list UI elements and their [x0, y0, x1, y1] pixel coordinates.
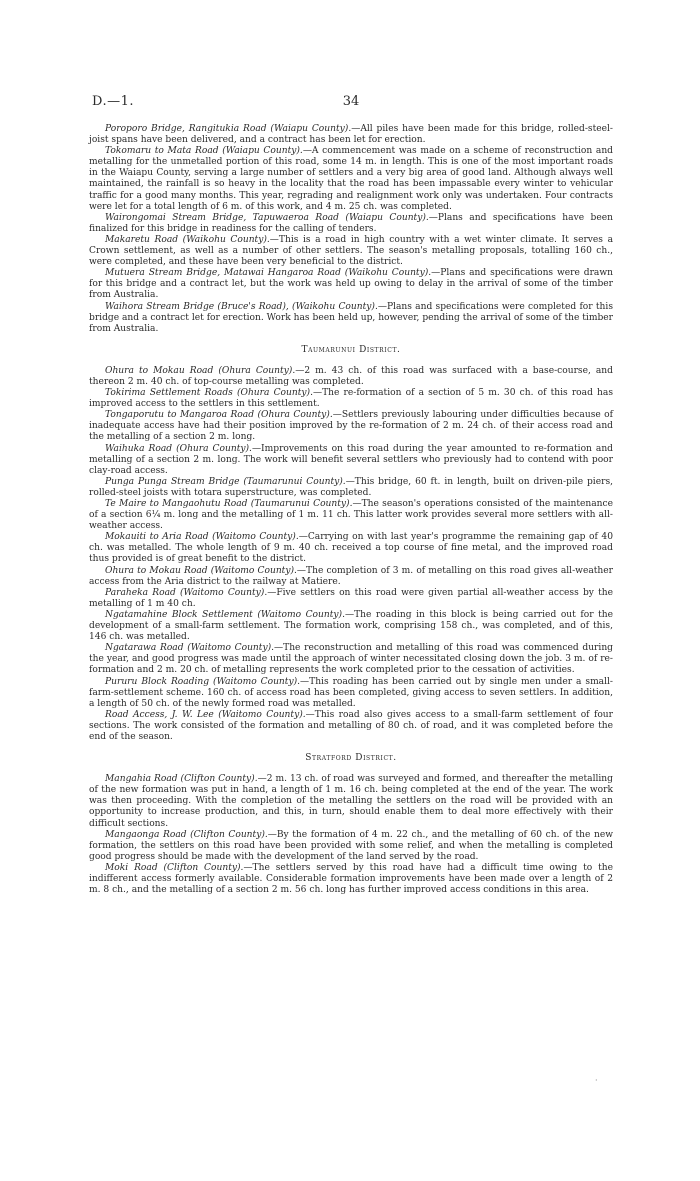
paragraph-title: Wairongomai Stream Bridge, Tapuwaeroa Road (Waiapu County).: [105, 212, 429, 223]
paragraph-text: —This roading has been carried out by single men under a small-farm-settlement scheme. 160 ch. of access road has been completed, giving access to seven settlers. In addition, a length of 50 ch. of the newly formed road was metalled.: [89, 676, 613, 709]
paragraph-title: Road Access, J. W. Lee (Waitomo County).: [105, 709, 306, 720]
page-header: [92, 94, 610, 112]
paragraph-title: Tongaporutu to Mangaroa Road (Ohura County).: [105, 410, 333, 421]
paragraph: [89, 366, 613, 388]
paragraph-text: —The settlers served by this road have had a difficult time owing to the indifferent access formerly available. Considerable formation improvements have been made over a length of 2 m. 8 ch., and the metalling of a section 2 m. 56 ch. long has further improved access conditions in this area.: [89, 862, 613, 896]
document-body: [89, 124, 613, 896]
paragraph: [89, 863, 613, 896]
paragraph-title: Poroporo Bridge, Rangitukia Road (Waiapu County).: [105, 124, 352, 134]
paragraph-text: —The season's operations consisted of the maintenance of a section 6¼ m. long and the metalling of 1 m. 11 ch. This latter work provides several more settlers with all-weather access.: [89, 499, 613, 532]
paragraph-title: Makaretu Road (Waikohu County).: [105, 234, 270, 245]
paragraph: [89, 499, 613, 532]
paragraph-title: Mangahia Road (Clifton County).: [105, 774, 258, 785]
paragraph-text: —Carrying on with last year's programme the remaining gap of 40 ch. was metalled. The whole length of 9 m. 40 ch. received a top course of fine metal, and the improved road thus provided is of great benefit to the district.: [89, 532, 613, 565]
paragraph: [89, 444, 613, 477]
paragraph-text: —This bridge, 60 ft. in length, built on driven-pile piers, rolled-steel joists with totara superstructure, was completed.: [89, 476, 613, 498]
paragraph: [89, 830, 613, 863]
paragraph: [89, 566, 613, 588]
paragraph-text: —The re-formation of a section of 5 m. 30 ch. of this road has improved access to the settlers in this settlement.: [89, 388, 613, 410]
paragraph-title: Ohura to Mokau Road (Ohura County).: [105, 365, 296, 376]
paragraph: [89, 388, 613, 410]
paragraph: [89, 677, 613, 710]
paragraph: [89, 268, 613, 301]
page-number: 34: [342, 94, 360, 109]
paragraph-text: —Five settlers on this road were given partial all-weather access by the metalling of 1 m 40 ch.: [89, 587, 613, 609]
paragraph: [89, 532, 613, 565]
paragraph-title: Paraheka Road (Waitomo County).: [105, 587, 268, 598]
paragraph-title: Waihuka Road (Ohura County).: [105, 443, 252, 454]
paragraph-text: —The completion of 3 m. of metalling on this road gives all-weather access from the Aria district to the railway at Matiere.: [89, 565, 613, 587]
paragraph: [89, 610, 613, 643]
paragraph: [89, 774, 613, 829]
paragraph-title: Moki Road (Clifton County).: [105, 862, 244, 873]
paragraph: [89, 588, 613, 610]
paragraph-text: —By the formation of 4 m. 22 ch., and the metalling of 60 ch. of the new formation, the settlers on this road have been provided with some relief, and when the metalling is completed good progress should be made with the development of the land served by the road.: [89, 829, 613, 862]
paragraph-title: Tokomaru to Mata Road (Waiapu County).: [105, 146, 303, 157]
paragraph: [89, 124, 613, 146]
paragraph-text: —Plans and specifications have been finalized for this bridge in readiness for the calling of tenders.: [89, 212, 613, 234]
paragraph-title: Pururu Block Roading (Waitomo County).: [105, 676, 301, 687]
paragraph-text: —Plans and specifications were completed for this bridge and a contract let for erection. Work has been held up, however, pending the arrival of some of the timber from Australia.: [89, 301, 613, 334]
paragraph-title: Ngatamahine Block Settlement (Waitomo County).: [105, 609, 345, 620]
paragraph: [89, 410, 613, 443]
paragraph-title: Ohura to Mokau Road (Waitomo County).: [105, 565, 297, 576]
paragraph-text: —A commencement was made on a scheme of reconstruction and metalling for the unmetalled portion of this road, some 14 m. in length. This is one of the most important roads in the Waiapu County, serving a large number of settlers and a very big area of good land. Although always well maintained, the rainfall is so heavy in the locality that the road has been impassable every winter to vehicular traffic for a good many months. This year, regrading and realignment work only was undertaken. Four contracts were let for a total length of 6 m. of this work, and 4 m. 25 ch. was completed.: [89, 146, 613, 212]
paragraph-text: —The reconstruction and metalling of this road was commenced during the year, and good progress was made until the approach of winter necessitated closing down the job. 3 m. of re-formation and 2 m. 20 ch. of metalling represents the work completed prior to the cessation of activities.: [89, 643, 613, 676]
paragraph-title: Tokirima Settlement Roads (Ohura County).: [105, 388, 313, 399]
paragraph-text: —The roading in this block is being carried out for the development of a small-farm settlement. The formation work, comprising 158 ch., was completed, and of this, 146 ch. was metalled.: [89, 609, 613, 643]
paragraph: [89, 146, 613, 213]
page-reference: D.—1.: [92, 94, 134, 109]
paragraph-text: —2 m. 13 ch. of road was surveyed and formed, and thereafter the metalling of the new formation was put in hand, a length of 1 m. 16 ch. being completed at the end of the year. The work was then proceeding. With the completion of the metalling the settlers on the road will be provided with an opportunity to increase production, and this, in turn, should enable them to deal more effectively with their difficult sections.: [89, 774, 613, 829]
paragraph-title: Mutuera Stream Bridge, Matawai Hangaroa Road (Waikohu County).: [105, 268, 432, 279]
paragraph-title: Mokauiti to Aria Road (Waitomo County).: [105, 532, 299, 543]
paragraph: [89, 643, 613, 676]
paragraph-title: Te Maire to Mangaohutu Road (Taumarunui County).: [105, 499, 353, 509]
paragraph-text: —Settlers previously labouring under difficulties because of inadequate access have had their position improved by the re-formation of 2 m. 24 ch. of their access road and the metalling of a section 2 m. long.: [89, 410, 614, 443]
paragraph-text: —2 m. 43 ch. of this road was surfaced with a base-course, and thereon 2 m. 40 ch. of top-course metalling was completed.: [89, 365, 613, 387]
paragraph: [89, 302, 613, 335]
paragraph-text: —This is a road in high country with a wet winter climate. It serves a Crown settlement, as well as a number of other settlers. The season's metalling proposals, totalling 160 ch., were completed, and these have been very beneficial to the district.: [89, 234, 614, 268]
scan-mark: ·: [595, 1076, 598, 1085]
district-heading: Stratford District.: [305, 753, 397, 764]
paragraph-title: Waihora Stream Bridge (Bruce's Road), (Waikohu County).: [105, 301, 378, 312]
paragraph-title: Punga Punga Stream Bridge (Taumarunui County).: [105, 476, 346, 487]
paragraph-text: —Improvements on this road during the year amounted to re-formation and metalling of a section 2 m. long. The work will benefit several settlers who previously had to contend with poor clay-road access.: [89, 443, 613, 476]
paragraph-text: —All piles have been made for this bridge, rolled-steel-joist spans have been delivered, and a contract has been let for erection.: [89, 124, 613, 146]
paragraph: [89, 213, 613, 235]
paragraph: [89, 235, 613, 268]
district-heading: Taumarunui District.: [301, 344, 401, 355]
paragraph-title: Mangaonga Road (Clifton County).: [105, 829, 268, 840]
paragraph-text: —Plans and specifications were drawn for this bridge and a contract let, but the work was held up owing to delay in the arrival of some of the timber from Australia.: [89, 268, 613, 301]
paragraph-text: —This road also gives access to a small-farm settlement of four sections. The work consisted of the formation and metalling of 80 ch. of road, and it was completed before the end of the season.: [89, 709, 613, 742]
paragraph-title: Ngatarawa Road (Waitomo County).: [105, 643, 275, 654]
paragraph: [89, 477, 613, 499]
paragraph: [89, 710, 613, 743]
